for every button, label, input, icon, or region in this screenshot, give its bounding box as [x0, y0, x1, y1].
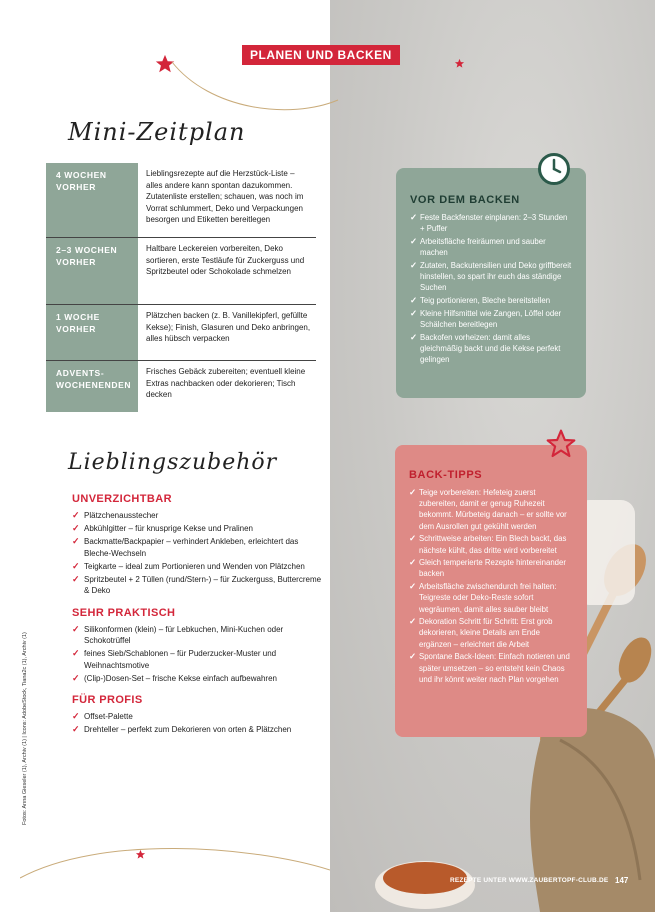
cinnamon-bowl	[370, 830, 480, 912]
zeitplan-row-label: 4 WOCHEN VORHER	[46, 163, 138, 237]
box-heading: VOR DEM BACKEN	[410, 194, 520, 206]
item-list	[72, 711, 322, 736]
zeitplan-row-label: 1 WOCHE VORHER	[46, 305, 138, 360]
check-icon: ✓	[72, 711, 80, 721]
check-icon: ✓	[410, 235, 418, 246]
zeitplan-row-text: Frisches Gebäck zubereiten; eventuell kleine Extras nachbacken oder dekorieren; Tisch decken	[146, 367, 306, 399]
photo-credit: Fotos: Anna Gieseler (1), Archiv (1) | Icons: AdobeStock, Tiana2c (1), Archiv (1)	[22, 632, 28, 825]
list-item: ✓ Drehteller – perfekt zum Dekorieren von orten & Plätzchen	[72, 724, 292, 734]
check-icon: ✓	[72, 510, 80, 520]
list-item: ✓ Spritzbeutel + 2 Tüllen (rund/Stern-) – für Zuckerguss, Buttercreme & Deko	[72, 573, 322, 595]
check-icon: ✓	[409, 651, 417, 662]
list-item: ✓ Kleine Hilfsmittel wie Zangen, Löffel oder Schälchen bereitlegen	[410, 307, 562, 329]
back-tipps-box	[395, 445, 587, 737]
section-heading: SEHR PRAKTISCH	[72, 606, 176, 619]
mini-zeitplan-title: Mini-Zeitplan	[68, 118, 246, 146]
check-icon: ✓	[409, 487, 417, 497]
zeitplan-table	[46, 163, 316, 412]
footer-url: REZEPTE UNTER WWW.ZAUBERTOPF-CLUB.DE	[450, 877, 609, 884]
check-icon: ✓	[410, 294, 418, 305]
clock-icon	[537, 152, 571, 186]
star-icon	[544, 428, 578, 460]
decorative-swoosh	[20, 840, 330, 880]
check-icon: ✓	[409, 616, 417, 627]
zeitplan-row-text: Plätzchen backen (z. B. Vanillekipferl, gefüllte Kekse); Finish, Glasuren und Deko anbringen, alles hübsch verpacken	[146, 311, 311, 343]
lieblingszubehoer-title: Lieblingszubehör	[68, 450, 278, 475]
list-item: ✓ Plätzchenausstecher	[72, 510, 159, 520]
list-item: ✓ Spontane Back-Ideen: Einfach notieren und später umsetzen – so entsteht kein Chaos und ihr könnt weiter nach Plan vorgehen	[409, 651, 570, 684]
list-item: ✓ Teig portionieren, Bleche bereitstellen	[410, 294, 551, 305]
list-item: ✓ Teige vorbereiten: Hefeteig zuerst zubereiten, damit er genug Ruhezeit bekommt. Mürbeteig danach – er sollte vor dem Ausrollen gut gekühlt werden	[409, 487, 567, 531]
check-icon: ✓	[410, 212, 418, 222]
star-icon	[454, 58, 465, 69]
check-icon: ✓	[72, 573, 80, 584]
section-heading: UNVERZICHTBAR	[72, 493, 172, 505]
item-list	[409, 487, 573, 685]
check-icon: ✓	[72, 536, 80, 546]
list-item: ✓ Schrittweise arbeiten: Ein Blech backt, das nächste kühlt, das dritte wird vorbereitet	[409, 533, 567, 555]
list-item: ✓ Dekoration Schritt für Schritt: Erst grob dekorieren, kleine Details am Ende ergänzen – erleichtert die Arbeit	[409, 616, 553, 649]
zeitplan-row	[46, 238, 316, 305]
item-list	[72, 510, 322, 597]
list-item: ✓ Arbeitsfläche freiräumen und sauber machen	[410, 235, 546, 258]
list-item: ✓ Feste Backfenster einplanen: 2–3 Stunden + Puffer	[410, 212, 568, 234]
zeitplan-row-label: 2–3 WOCHEN VORHER	[46, 238, 138, 304]
zeitplan-row-label: ADVENTS-WOCHENENDEN	[46, 361, 138, 412]
check-icon: ✓	[72, 672, 80, 683]
list-item: ✓ Silikonformen (klein) – für Lebkuchen, Mini-Kuchen oder Schokotrüffel	[72, 623, 284, 645]
check-icon: ✓	[410, 259, 418, 270]
zeitplan-row	[46, 361, 316, 412]
list-item: ✓ (Clip-)Dosen-Set – frische Kekse einfach aufbewahren	[72, 672, 277, 683]
list-item: ✓ Backmatte/Backpapier – verhindert Ankleben, erleichtert das Bleche-Wechseln	[72, 536, 299, 558]
check-icon: ✓	[72, 523, 80, 533]
list-item: ✓ Offset-Palette	[72, 711, 133, 721]
zeitplan-row	[46, 163, 316, 238]
check-icon: ✓	[410, 331, 418, 342]
check-icon: ✓	[409, 581, 417, 592]
check-icon: ✓	[409, 557, 417, 568]
list-item: ✓ Backofen vorheizen: damit alles gleichmäßig backt und die Kekse perfekt gelingen	[410, 331, 561, 364]
zeitplan-row-text: Lieblingsrezepte auf die Herzstück-Liste – alles andere kann spontan dazukommen. Zutatenliste erstellen; schauen, was noch im Vorrat schlummert, Deko und Verpackungen besorgen und Etiketten bereitlegen	[146, 169, 304, 224]
zubehoer-list	[72, 493, 322, 746]
section-tag: PLANEN UND BACKEN	[242, 45, 400, 65]
item-list	[72, 624, 322, 685]
section-heading: FÜR PROFIS	[72, 694, 143, 706]
list-item: ✓ Gleich temperierte Rezepte hintereinander backen	[409, 557, 566, 579]
list-item: ✓ Abkühlgitter – für knusprige Kekse und Pralinen	[72, 523, 253, 533]
zeitplan-row-text: Haltbare Leckereien vorbereiten, Deko sortieren, erste Testläufe für Zuckerguss und Spritzbeutel oder Schokolade schmelzen	[146, 244, 305, 276]
check-icon: ✓	[72, 560, 80, 571]
check-icon: ✓	[72, 623, 80, 634]
check-icon: ✓	[410, 307, 418, 318]
list-item: ✓ Zutaten, Backutensilien und Deko griffbereit hinstellen, so spart ihr euch das ständige Suchen	[410, 259, 572, 293]
zeitplan-row	[46, 305, 316, 361]
decorative-swoosh	[170, 60, 340, 120]
check-icon: ✓	[72, 648, 80, 658]
vor-dem-backen-box	[396, 168, 586, 398]
list-item: ✓ Arbeitsfläche zwischendurch frei halten: Teigreste oder Deko-Reste sofort wegräumen, damit alles sauber bleibt	[409, 581, 557, 614]
list-item: ✓ feines Sieb/Schablonen – für Puderzucker-Muster und Weihnachtsmotive	[72, 648, 277, 670]
box-heading: BACK-TIPPS	[409, 469, 483, 481]
list-item: ✓ Teigkarte – ideal zum Portionieren und Wenden von Plätzchen	[72, 560, 305, 571]
check-icon: ✓	[409, 533, 417, 544]
page-number: 147	[615, 876, 629, 885]
item-list	[410, 212, 572, 365]
check-icon: ✓	[72, 724, 80, 734]
